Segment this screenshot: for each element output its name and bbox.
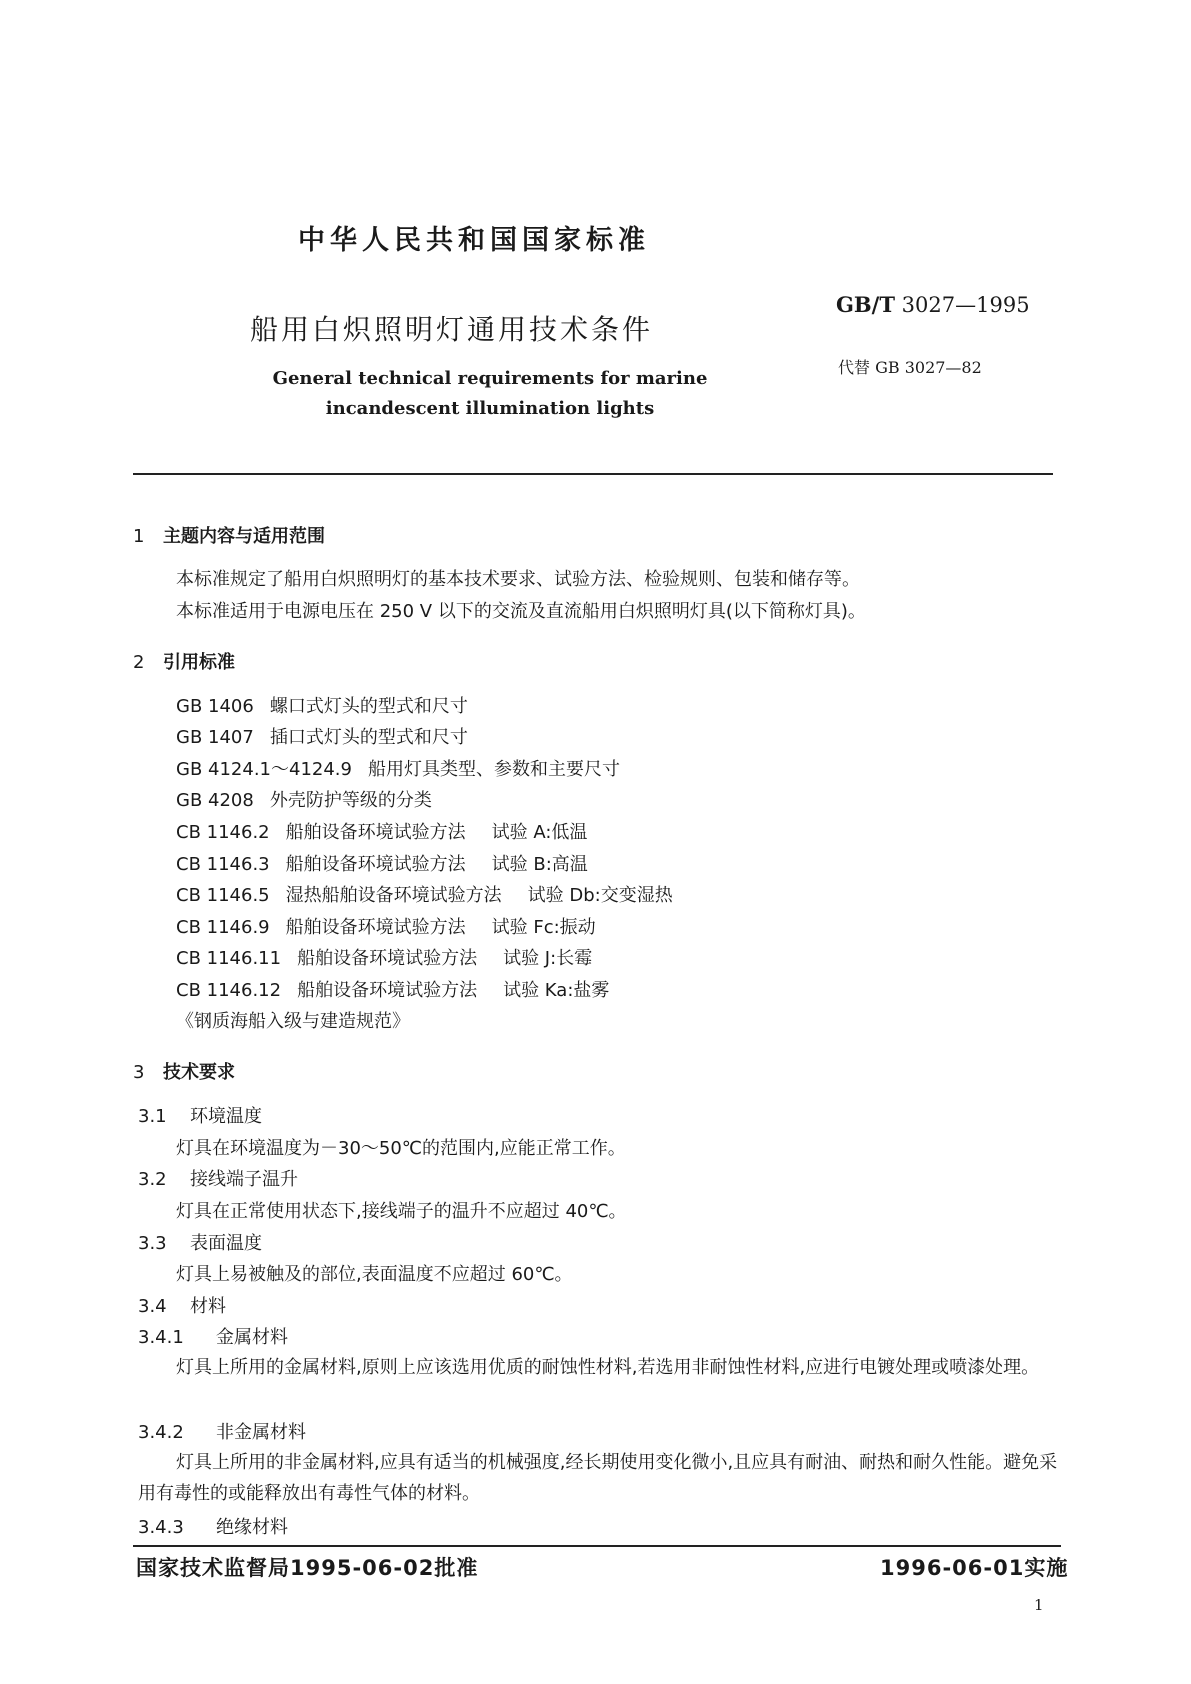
subsection-number: 3.4.2 — [138, 1422, 184, 1443]
ref-code: CB 1146.9 — [176, 917, 270, 938]
subsection-title: 非金属材料 — [216, 1422, 306, 1443]
ref-test: 试验 Db:交变湿热 — [527, 885, 673, 906]
subsection-3-4-heading — [138, 1292, 226, 1318]
ref-item — [176, 818, 587, 844]
subsection-number: 3.2 — [138, 1169, 167, 1190]
subsection-title: 表面温度 — [190, 1233, 262, 1254]
page-number: 1 — [1034, 1596, 1044, 1614]
subsection-3-1-heading — [138, 1102, 262, 1128]
ref-title: 插口式灯头的型式和尺寸 — [269, 727, 468, 748]
document-title-cn: 船用白炽照明灯通用技术条件 — [250, 313, 654, 346]
ref-test: 试验 Ka:盐雾 — [503, 980, 610, 1001]
subsection-3-4-3-heading — [138, 1513, 288, 1539]
ref-item — [176, 881, 673, 907]
footer-divider — [133, 1545, 1061, 1547]
subsection-number: 3.3 — [138, 1233, 167, 1254]
ref-title: 湿热船舶设备环境试验方法 — [285, 885, 502, 906]
ref-test: 试验 Fc:振动 — [491, 917, 596, 938]
approval-line: 国家技术监督局1995-06-02批准 — [136, 1556, 479, 1580]
ref-item-regulation: 《钢质海船入级与建造规范》 — [176, 1011, 410, 1032]
subsection-number: 3.4.1 — [138, 1327, 184, 1348]
subsection-3-4-2-heading — [138, 1418, 306, 1444]
subsection-number: 3.4.3 — [138, 1517, 184, 1538]
ref-code: GB 1407 — [176, 727, 254, 748]
subsection-3-2-heading — [138, 1165, 298, 1191]
section-1-heading — [133, 522, 325, 548]
ref-title: 船舶设备环境试验方法 — [285, 822, 466, 843]
ref-title: 船舶设备环境试验方法 — [297, 980, 478, 1001]
ref-title: 外壳防护等级的分类 — [269, 790, 432, 811]
subsection-title: 接线端子温升 — [190, 1169, 298, 1190]
ref-title: 船舶设备环境试验方法 — [285, 917, 466, 938]
ref-item — [176, 850, 588, 876]
ref-item — [176, 755, 620, 781]
section-1-paragraph-1: 本标准规定了船用白炽照明灯的基本技术要求、试验方法、检验规则、包装和储存等。 — [176, 569, 860, 590]
ref-title: 螺口式灯头的型式和尺寸 — [269, 696, 468, 717]
subsection-number: 3.4 — [138, 1296, 167, 1317]
subsection-title: 绝缘材料 — [216, 1517, 288, 1538]
effective-date: 1996-06-01实施 — [880, 1556, 1069, 1580]
document-title-en-line1: General technical requirements for marine — [272, 368, 708, 389]
ref-code: CB 1146.3 — [176, 854, 270, 875]
subsection-3-2-text: 灯具在正常使用状态下,接线端子的温升不应超过 40℃。 — [176, 1201, 627, 1222]
ref-code: CB 1146.12 — [176, 980, 282, 1001]
subsection-3-1-text: 灯具在环境温度为－30～50℃的范围内,应能正常工作。 — [176, 1138, 626, 1159]
standard-code — [836, 292, 1030, 317]
ref-title: 船舶设备环境试验方法 — [297, 948, 478, 969]
subsection-number: 3.1 — [138, 1106, 167, 1127]
ref-item — [176, 944, 592, 970]
section-title: 主题内容与适用范围 — [163, 526, 325, 547]
subsection-3-4-1-heading — [138, 1323, 288, 1349]
document-title-en-line2: incandescent illumination lights — [325, 398, 655, 419]
ref-item — [176, 913, 596, 939]
ref-test: 试验 B:高温 — [491, 854, 588, 875]
section-title: 技术要求 — [163, 1062, 235, 1083]
section-title: 引用标准 — [163, 652, 235, 673]
section-3-heading — [133, 1058, 235, 1084]
ref-title: 船舶设备环境试验方法 — [285, 854, 466, 875]
ref-test: 试验 J:长霉 — [503, 948, 593, 969]
ref-code: CB 1146.2 — [176, 822, 270, 843]
ref-code: GB 4208 — [176, 790, 254, 811]
subsection-3-3-heading — [138, 1229, 262, 1255]
ref-item — [176, 976, 609, 1002]
subsection-3-4-2-text: 灯具上所用的非金属材料,应具有适当的机械强度,经长期使用变化微小,且应具有耐油、耐热和耐久性能。避免采用有毒性的或能释放出有毒性气体的材料。 — [138, 1452, 1058, 1504]
national-standard-heading: 中华人民共和国国家标准 — [298, 225, 650, 256]
section-number: 1 — [133, 526, 145, 547]
ref-test: 试验 A:低温 — [491, 822, 588, 843]
section-number: 3 — [133, 1062, 145, 1083]
ref-code: CB 1146.5 — [176, 885, 270, 906]
header-divider — [133, 473, 1053, 475]
ref-code: GB 4124.1～4124.9 — [176, 759, 352, 780]
subsection-3-3-text: 灯具上易被触及的部位,表面温度不应超过 60℃。 — [176, 1264, 573, 1285]
subsection-title: 材料 — [190, 1296, 226, 1317]
section-1-paragraph-2: 本标准适用于电源电压在 250 V 以下的交流及直流船用白炽照明灯具(以下简称灯具)。 — [176, 601, 866, 622]
ref-item — [176, 786, 432, 812]
ref-item — [176, 723, 468, 749]
ref-code: GB 1406 — [176, 696, 254, 717]
section-number: 2 — [133, 652, 145, 673]
section-2-heading — [133, 648, 235, 674]
ref-item — [176, 692, 468, 718]
replaces-code: 代替 GB 3027—82 — [838, 358, 982, 377]
subsection-3-4-1-text: 灯具上所用的金属材料,原则上应该选用优质的耐蚀性材料,若选用非耐蚀性材料,应进行电镀处理或喷漆处理。 — [176, 1357, 1040, 1378]
ref-title: 船用灯具类型、参数和主要尺寸 — [367, 759, 620, 780]
standard-code-prefix: GB/T — [836, 292, 895, 317]
subsection-title: 环境温度 — [190, 1106, 262, 1127]
ref-code: CB 1146.11 — [176, 948, 282, 969]
standard-code-number: 3027—1995 — [901, 293, 1030, 317]
subsection-title: 金属材料 — [216, 1327, 288, 1348]
